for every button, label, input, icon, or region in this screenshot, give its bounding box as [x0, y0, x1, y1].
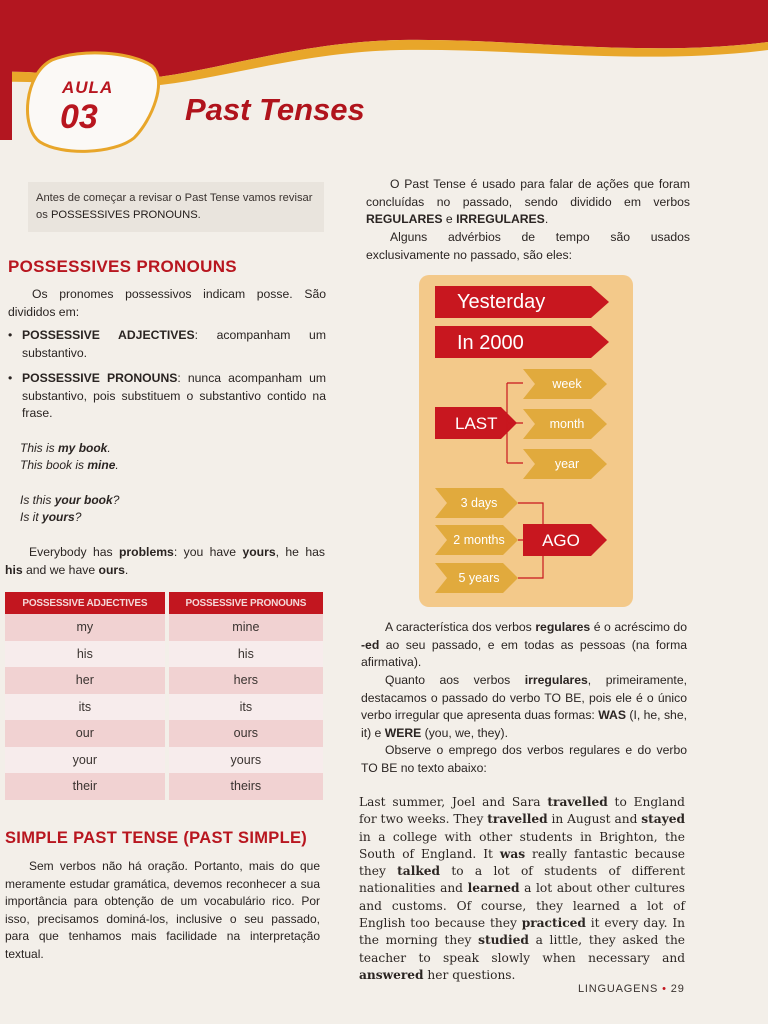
example-line: Is it yours?: [20, 510, 82, 524]
label-in-2000: In 2000: [457, 332, 524, 354]
example-line: This book is mine.: [20, 458, 119, 472]
table-row: [5, 694, 323, 721]
page-number: 29: [670, 983, 685, 995]
table-cell: ours: [167, 720, 323, 747]
bullet-possessive-pronouns: • POSSESSIVE PRONOUNS: nunca acompanham um substantivo, pois substituem o substantivo contido na frase.: [8, 371, 326, 421]
label-last: LAST: [455, 414, 498, 433]
observe-paragraph: Observe o emprego dos verbos regulares e do verbo TO BE no texto abaixo:: [361, 743, 687, 775]
simple-past-title: SIMPLE PAST TENSE (PAST SIMPLE): [5, 829, 308, 847]
table-cell: my: [5, 614, 167, 641]
table-cell: yours: [167, 747, 323, 774]
footer-separator: •: [662, 983, 667, 995]
label-week: week: [552, 377, 582, 391]
label-2-months: 2 months: [453, 533, 505, 547]
intro-bold: POSSESSIVES PRONOUNS: [50, 209, 198, 221]
label-3-days: 3 days: [460, 496, 498, 510]
time-adverbs-infographic: [419, 275, 633, 607]
page-footer: [578, 983, 685, 995]
table-cell: his: [5, 641, 167, 668]
aula-label: AULA: [62, 78, 114, 97]
example-line: This is my book.: [20, 441, 111, 455]
table-header-row: [5, 592, 323, 614]
possessives-sentence: Everybody has problems: you have yours, he has his and we have ours.: [5, 545, 325, 577]
table-row: [5, 747, 323, 774]
intro-box: Antes de começar a revisar o Past Tense vamos revisar os POSSESSIVES PRONOUNS.: [28, 182, 324, 232]
bullet-possessive-adjectives: • POSSESSIVE ADJECTIVES: acompanham um substantivo.: [8, 328, 326, 360]
table-cell: theirs: [167, 773, 323, 800]
story-text: Last summer, Joel and Sara travelled to England for two weeks. They travelled in August and stayed in a college with other students in Brighton, the South of England. It was really fantastic because they talked to a lot of students of different nationalities and learned a lot about other cultures and customs. Of course, they learned a lot of English too because they practiced it every day. In the morning they studied a little, they asked the teacher to speak slowly when necessary and answered her questions.: [359, 795, 686, 982]
regular-verbs-paragraph: A característica dos verbos regulares é o acréscimo do -ed ao seu passado, e em todas as pessoas (na forma afirmativa).: [361, 620, 687, 670]
label-month: month: [549, 417, 585, 431]
intro-text: Antes de começar a revisar o Past Tense vamos revisar os: [36, 192, 313, 221]
table-cell: hers: [167, 667, 323, 694]
table-row: [5, 641, 323, 668]
label-yesterday: Yesterday: [457, 291, 546, 313]
possessives-table: [5, 592, 323, 800]
past-tense-intro: O Past Tense é usado para falar de ações que foram concluídas no passado, sendo dividido em verbos REGULARES e IRREGULARES.: [366, 177, 690, 227]
table-header-cell: POSSESSIVE ADJECTIVES: [5, 592, 167, 614]
table-row: [5, 773, 323, 800]
table-row: [5, 667, 323, 694]
bullet-dot-icon: •: [8, 371, 13, 385]
table-row: [5, 614, 323, 641]
table-cell: our: [5, 720, 167, 747]
table-cell: their: [5, 773, 167, 800]
adverbs-paragraph: Alguns advérbios de tempo são usados exclusivamente no passado, são eles:: [366, 230, 690, 262]
possessives-title: POSSESSIVES PRONOUNS: [8, 257, 237, 276]
page-title: Past Tenses: [185, 92, 365, 127]
label-5-years: 5 years: [458, 571, 500, 585]
aula-number: 03: [60, 98, 98, 136]
example-line: Is this your book?: [20, 493, 120, 507]
table-cell: her: [5, 667, 167, 694]
simple-past-paragraph: Sem verbos não há oração. Portanto, mais do que meramente estudar gramática, devemos reconhecer a sua importância para obtenção de um vocabulário rico. Por isso, precisamos dominá-los, inclusive o seu passado, para que tenhamos mais facilidade na interpretação textual.: [5, 859, 320, 961]
table-cell: his: [167, 641, 323, 668]
label-year: year: [554, 457, 580, 471]
table-cell: mine: [167, 614, 323, 641]
bullet-dot-icon: •: [8, 328, 13, 342]
table-header-cell: POSSESSIVE PRONOUNS: [167, 592, 323, 614]
possessives-paragraph: Os pronomes possessivos indicam posse. São divididos em:: [8, 287, 326, 319]
table-cell: your: [5, 747, 167, 774]
irregular-verbs-paragraph: Quanto aos verbos irregulares, primeiramente, destacamos o passado do verbo TO BE, pois ele é o único verbo irregular que apresenta duas formas: WAS (I, he, she, it) e WERE (you, we, they).: [361, 673, 688, 740]
footer-section: LINGUAGENS: [578, 983, 659, 995]
table-cell: its: [167, 694, 323, 721]
table-cell: its: [5, 694, 167, 721]
table-row: [5, 720, 323, 747]
label-ago: AGO: [542, 531, 580, 550]
